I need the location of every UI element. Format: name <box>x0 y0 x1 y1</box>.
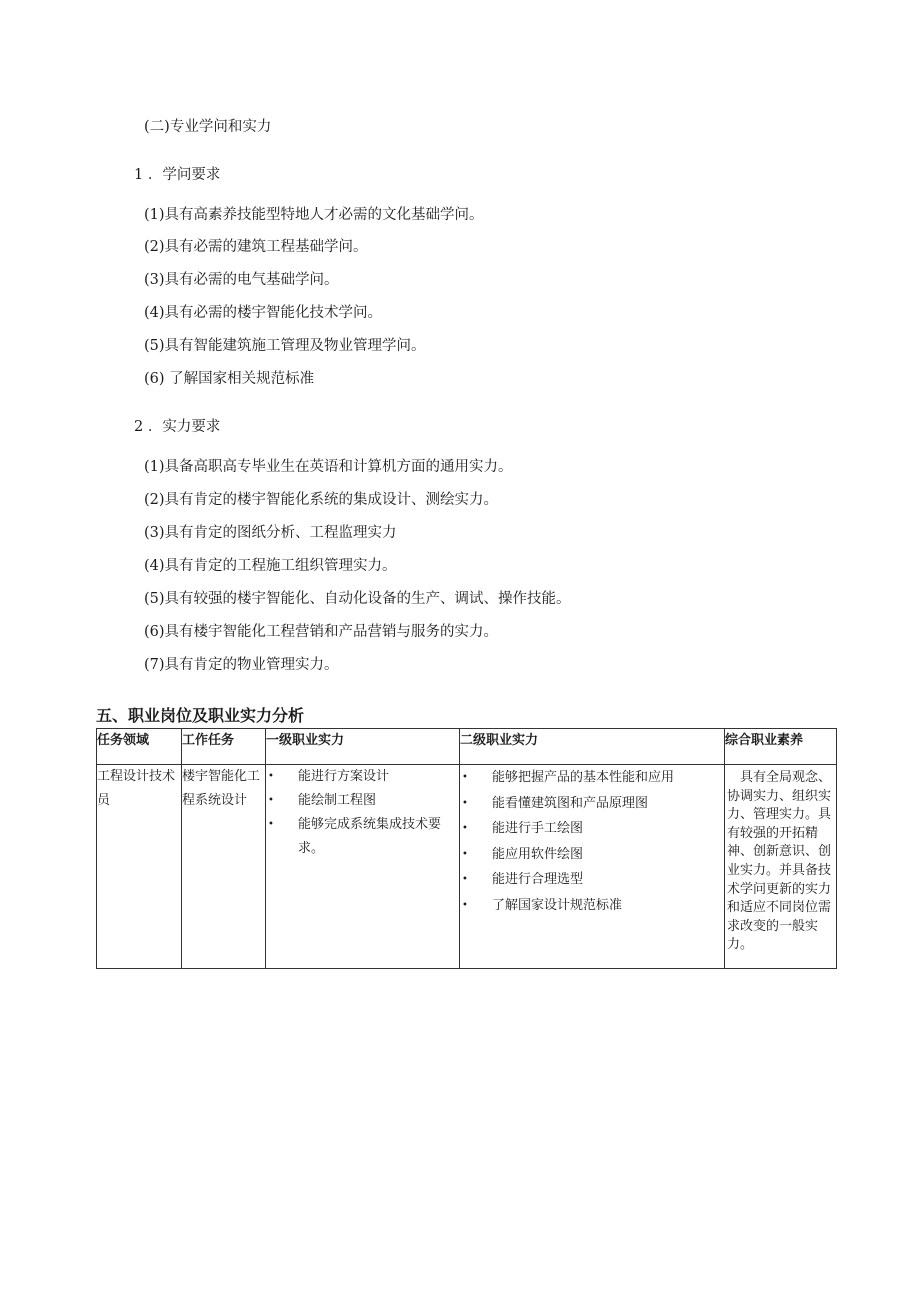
section-title: (二)专业学问和实力 <box>144 119 272 135</box>
ability-item: (2)具有肯定的楼宇智能化系统的集成设计、测绘实力。 <box>144 492 499 508</box>
list-item: • 能看懂建筑图和产品原理图 <box>460 791 724 817</box>
analysis-heading: 五、职业岗位及职业实力分析 <box>96 706 305 725</box>
list-item: • 能绘制工程图 <box>266 789 459 813</box>
ability-item: (1)具备高职高专毕业生在英语和计算机方面的通用实力。 <box>144 459 513 475</box>
ability-title: 2 ．实力要求 <box>134 419 221 435</box>
header-cell: 一级职业实力 <box>266 729 460 765</box>
table-header-row <box>97 729 837 765</box>
level1-cell <box>266 765 460 969</box>
knowledge-item: (1)具有高素养技能型特地人才必需的文化基础学问。 <box>144 207 484 223</box>
knowledge-item: (2)具有必需的建筑工程基础学问。 <box>144 239 368 255</box>
task-area-cell <box>97 765 182 969</box>
list-item: • 能够完成系统集成技术要求。 <box>266 813 459 861</box>
work-task-text: 楼宇智能化工程系统设计 <box>182 769 261 808</box>
work-task-cell <box>182 765 266 969</box>
list-item: • 能应用软件绘图 <box>460 842 724 868</box>
knowledge-title: 1 ．学问要求 <box>134 167 221 183</box>
ability-item: (3)具有肯定的图纸分析、工程监理实力 <box>144 525 397 541</box>
task-area-text: 工程设计技术员 <box>97 769 176 808</box>
knowledge-item: (3)具有必需的电气基础学问。 <box>144 272 339 288</box>
knowledge-item: (6) 了解国家相关规范标准 <box>144 371 315 387</box>
level1-list <box>266 765 459 861</box>
ability-item: (5)具有较强的楼宇智能化、自动化设备的生产、调试、操作技能。 <box>144 591 571 607</box>
level2-list <box>460 765 724 918</box>
ability-item: (7)具有肯定的物业管理实力。 <box>144 657 339 673</box>
header-cell: 二级职业实力 <box>460 729 725 765</box>
ability-item: (4)具有肯定的工程施工组织管理实力。 <box>144 558 397 574</box>
career-analysis-table <box>96 728 837 969</box>
quality-text: 具有全局观念、协调实力、组织实力、管理实力。具有较强的开拓精神、创新意识、创业实力。并具备技术学问更新的实力和适应不同岗位需求改变的一般实力。 <box>727 770 832 953</box>
list-item: • 能进行合理选型 <box>460 867 724 893</box>
list-item: • 能进行方案设计 <box>266 765 459 789</box>
knowledge-item: (4)具有必需的楼宇智能化技术学问。 <box>144 305 383 321</box>
list-item: • 了解国家设计规范标准 <box>460 893 724 919</box>
table-row <box>97 765 837 969</box>
header-cell: 综合职业素养 <box>725 729 837 765</box>
knowledge-item: (5)具有智能建筑施工管理及物业管理学问。 <box>144 338 426 354</box>
ability-item: (6)具有楼宇智能化工程营销和产品营销与服务的实力。 <box>144 624 499 640</box>
quality-cell <box>725 765 837 969</box>
header-cell: 任务领域 <box>97 729 182 765</box>
level2-cell <box>460 765 725 969</box>
list-item: • 能进行手工绘图 <box>460 816 724 842</box>
list-item: • 能够把握产品的基本性能和应用 <box>460 765 724 791</box>
header-cell: 工作任务 <box>182 729 266 765</box>
